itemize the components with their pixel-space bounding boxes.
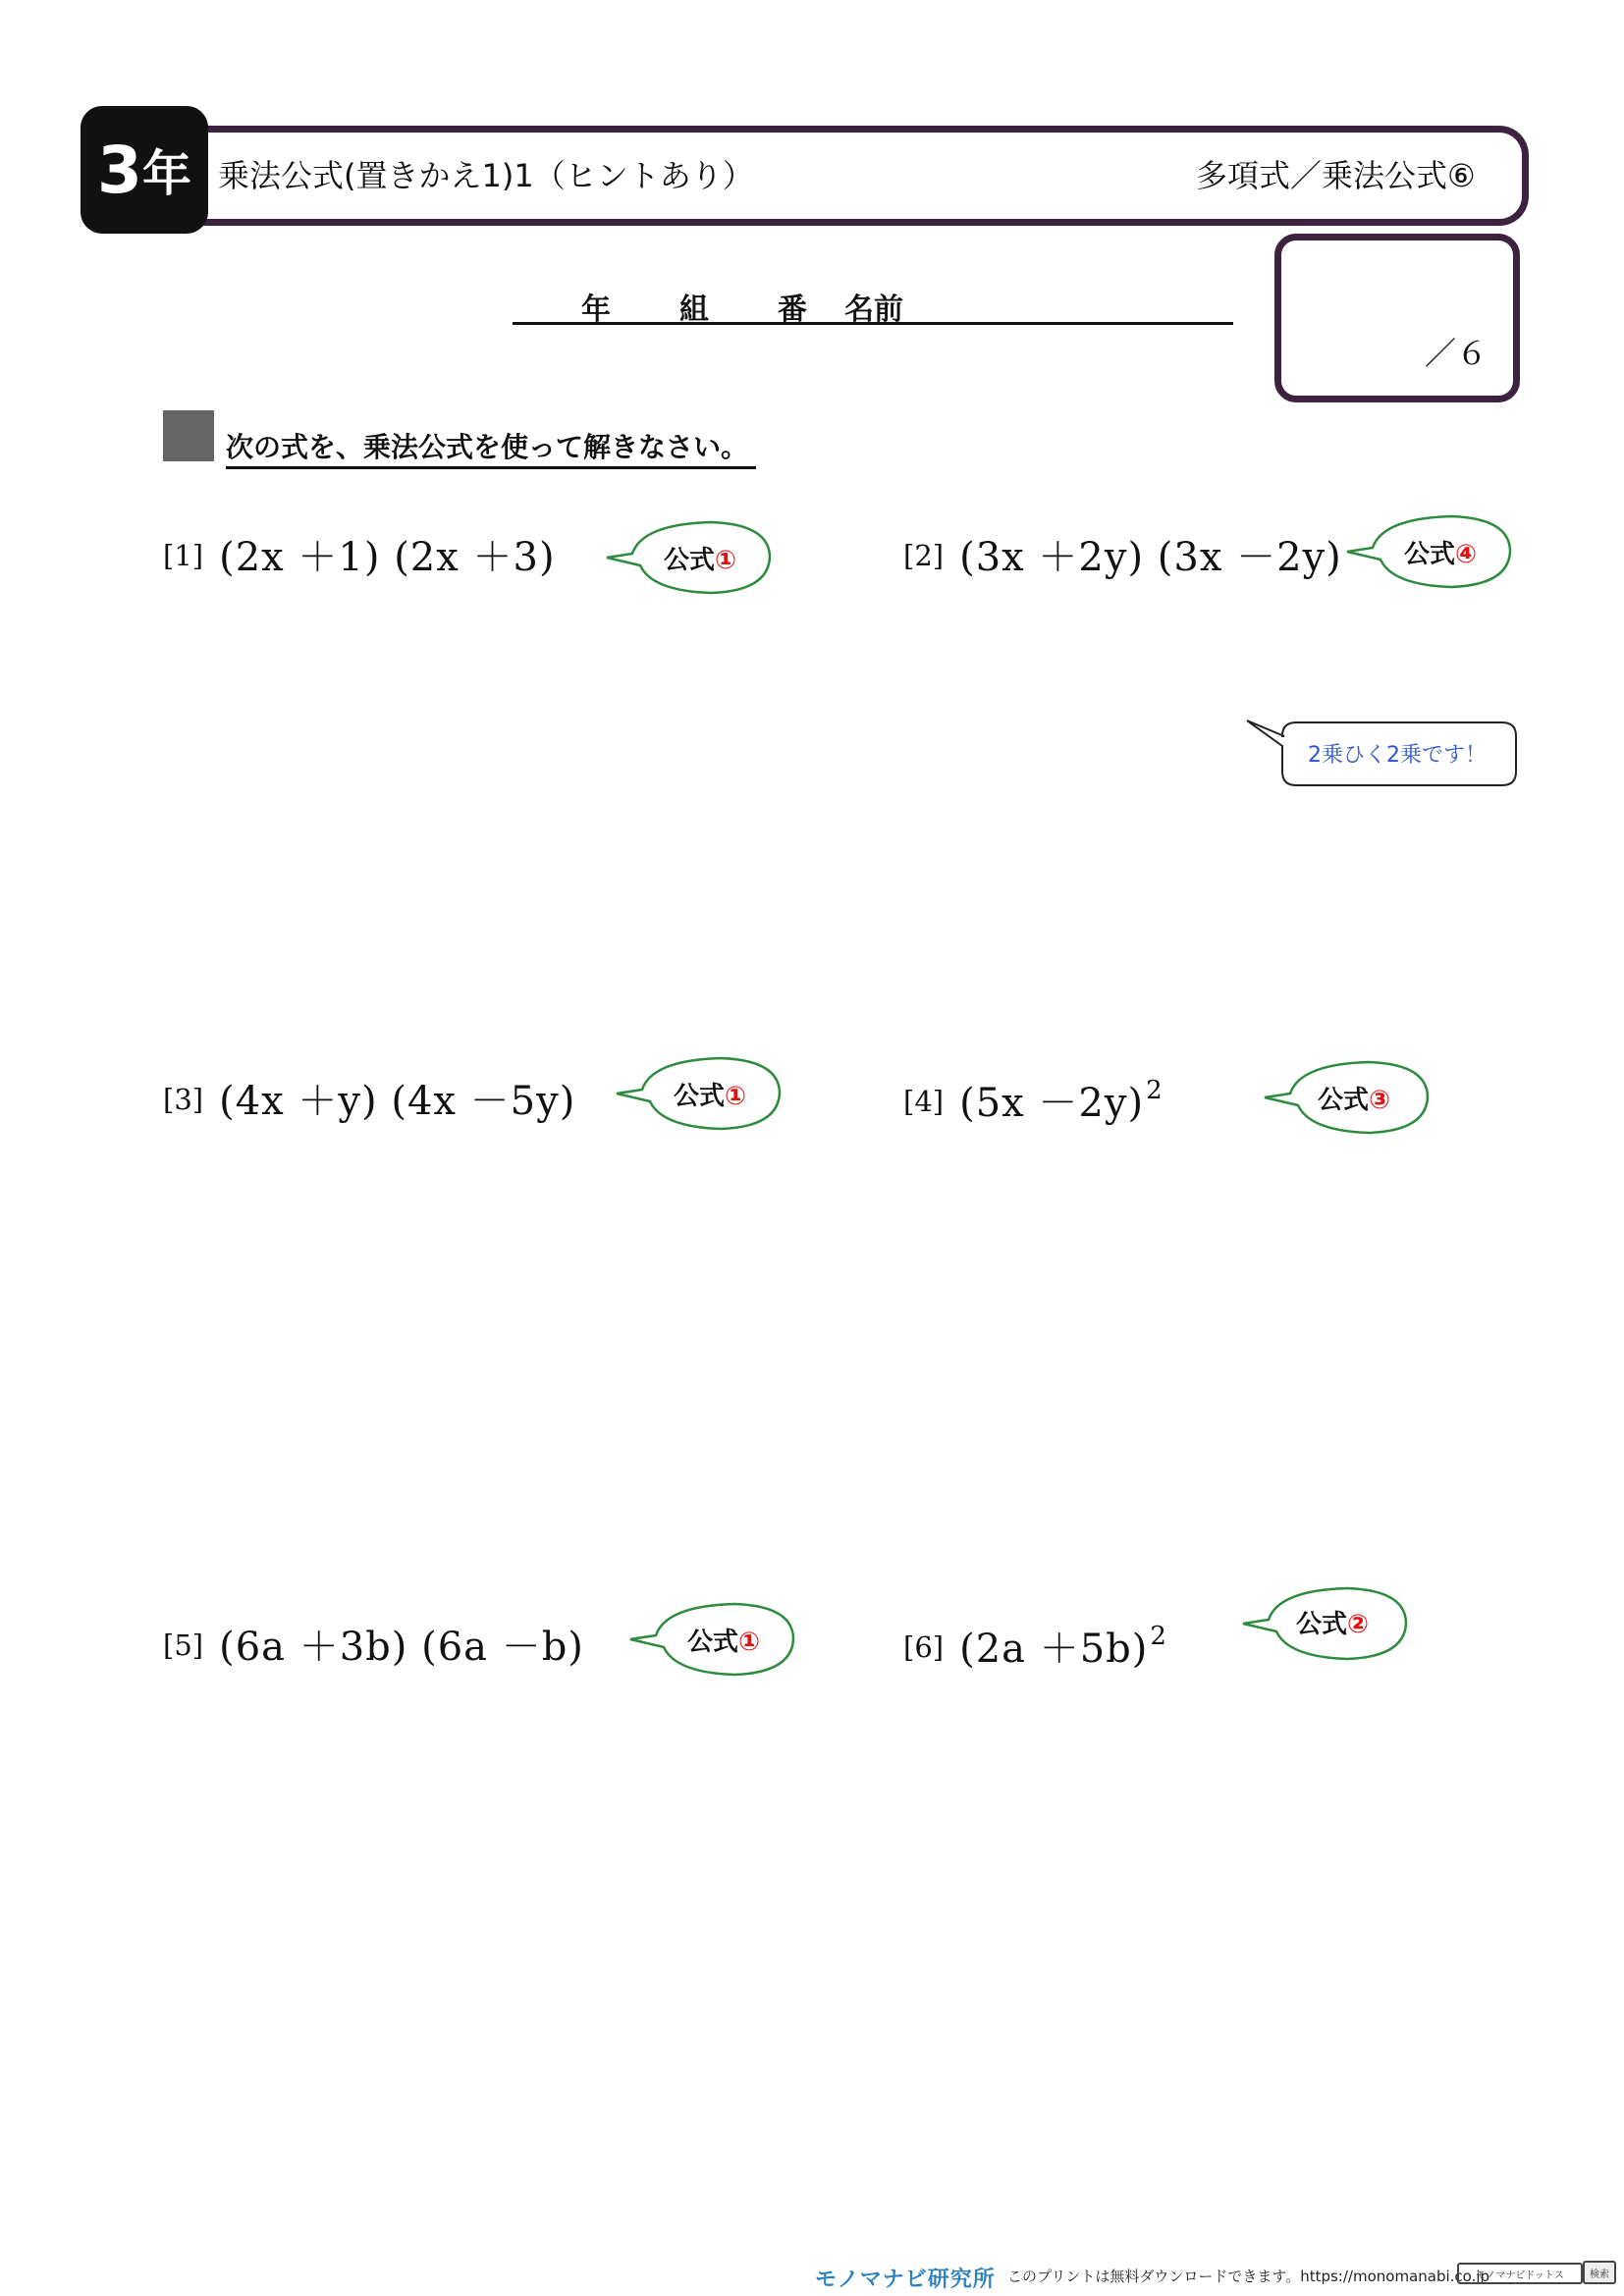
problem-1 — [163, 526, 556, 582]
instruction-marker — [163, 410, 214, 461]
instruction-text: 次の式を、乗法公式を使って解きなさい。 — [226, 426, 756, 469]
problem-expression: (2a ＋5b) — [959, 1627, 1149, 1672]
problem-number: [4] — [903, 1085, 945, 1118]
footer-brand-logo[interactable]: モノマナビ研究所 — [815, 2268, 996, 2292]
hint-bubble-3 — [613, 1054, 789, 1133]
exponent: 2 — [1150, 1622, 1166, 1651]
footer-note: このプリントは無料ダウンロードできます。https://monomanabi.co.jp — [1007, 2268, 1490, 2285]
number-label: 番 — [778, 293, 807, 327]
hint-bubble-1 — [603, 518, 780, 597]
problem-expression: (5x －2y) — [959, 1081, 1145, 1126]
callout-text: 2乗ひく2乗です！ — [1308, 743, 1487, 768]
exponent: 2 — [1146, 1076, 1163, 1105]
hint-bubble-2 — [1343, 512, 1520, 591]
name-line[interactable] — [513, 285, 1233, 325]
footer-search-button[interactable]: 検索 — [1583, 2261, 1616, 2284]
problem-expression: (6a ＋3b) (6a －b) — [219, 1625, 584, 1670]
problem-number: [2] — [903, 539, 945, 572]
hint-label: 公式① — [687, 1628, 761, 1657]
worksheet-category: 多項式／乗法公式⑥ — [1196, 157, 1476, 194]
score-box[interactable] — [1274, 234, 1520, 402]
problem-number: [1] — [163, 539, 204, 572]
hint-label: 公式③ — [1318, 1086, 1391, 1115]
problem-expression: (4x ＋y) (4x －5y) — [219, 1079, 576, 1124]
grade-badge — [81, 106, 208, 234]
grade-suffix: 年 — [141, 145, 191, 202]
footer-search-field[interactable]: モノマナビドットス — [1457, 2263, 1583, 2284]
problem-expression: (3x ＋2y) (3x －2y) — [959, 535, 1342, 580]
hint-label: 公式② — [1296, 1610, 1370, 1639]
hint-bubble-4 — [1261, 1058, 1437, 1137]
problem-expression: (2x ＋1) (2x ＋3) — [219, 535, 556, 580]
class-label: 組 — [679, 293, 709, 327]
problem-6 — [903, 1618, 1166, 1674]
year-label: 年 — [581, 293, 611, 327]
hint-bubble-6 — [1239, 1584, 1416, 1663]
hint-callout — [1245, 717, 1520, 789]
problem-number: [6] — [903, 1630, 945, 1664]
problem-5 — [163, 1616, 584, 1672]
hint-label: 公式① — [674, 1082, 747, 1111]
hint-bubble-5 — [626, 1600, 803, 1679]
grade-number: 3 — [97, 132, 140, 208]
hint-label: 公式① — [664, 546, 737, 575]
worksheet-title: 乗法公式(置きかえ1)1（ヒントあり） — [218, 157, 754, 194]
problem-2 — [903, 526, 1342, 582]
score-total: ／６ — [1424, 335, 1488, 372]
problem-number: [3] — [163, 1083, 204, 1116]
problem-number: [5] — [163, 1629, 204, 1662]
problem-3 — [163, 1070, 575, 1126]
name-label: 名前 — [844, 293, 903, 327]
hint-label: 公式④ — [1404, 540, 1478, 569]
problem-4 — [903, 1072, 1163, 1128]
